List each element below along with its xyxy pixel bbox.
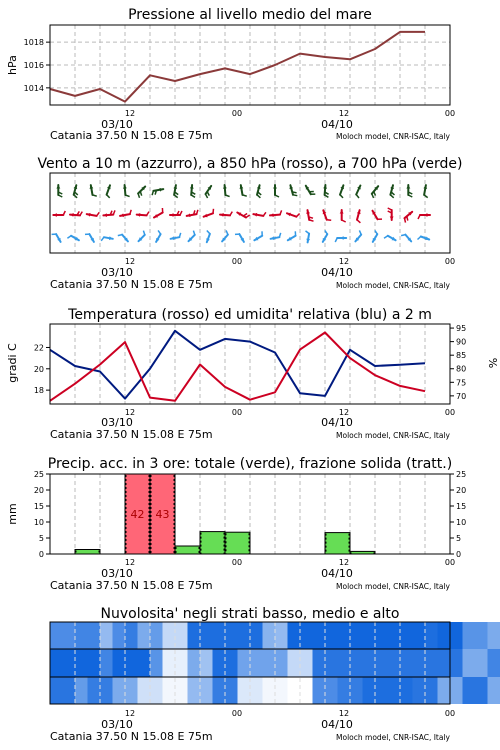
cloud-xtick: 00 (444, 709, 456, 718)
cloud-cell-basso (463, 677, 476, 704)
wind-xtick: 12 (124, 257, 136, 266)
wind-barb-850 (147, 212, 149, 216)
wind-barb-10 (335, 238, 337, 242)
cloud-cell-basso (163, 677, 176, 704)
cloud-cell-alto (225, 622, 238, 649)
humidity-line (50, 331, 425, 399)
cloud-cell-medio (325, 649, 338, 677)
wind-xaxis (50, 257, 455, 291)
pressure-date: 03/10 (101, 118, 133, 131)
wind-barb-700 (293, 195, 297, 196)
wind-barb-850 (197, 210, 198, 214)
temperature-ytick-label: 20 (33, 364, 44, 374)
precipitation-ytick-label: 5 (38, 534, 44, 543)
cloud-title: Nuvolosita' negli strati basso, medio e alto (100, 606, 400, 622)
wind-barb-10 (67, 236, 71, 238)
temperature-xtick: 00 (231, 408, 243, 417)
precipitation-ytick-right-label: 20 (456, 486, 467, 495)
cloud-cell-alto (338, 622, 351, 649)
wind-barb-850 (388, 208, 392, 210)
wind-model: Moloch model, CNR-ISAC, Italy (336, 281, 450, 290)
cloud-cell-medio (213, 649, 226, 677)
cloud-cell-basso (225, 677, 238, 704)
cloud-cell-medio (200, 649, 213, 677)
temperature-ytick-label: 22 (33, 343, 44, 353)
precipitation-bar (200, 532, 225, 554)
wind-barb-850 (296, 214, 299, 217)
precipitation-ytick-label: 0 (38, 550, 44, 559)
cloud-cell-basso (50, 677, 63, 704)
wind-barb-10 (226, 230, 228, 234)
wind-title: Vento a 10 m (azzurro), a 850 hPa (rosso), a 700 hPa (verde) (37, 156, 463, 172)
wind-barb-850 (213, 209, 214, 214)
wind-barb-700 (390, 195, 393, 198)
wind-date: 04/10 (321, 266, 353, 279)
cloud-cell-basso (375, 677, 388, 704)
humidity-ytick-label: 90 (456, 337, 467, 347)
wind-barb-10 (375, 230, 378, 234)
wind-barb-700 (292, 192, 296, 193)
cloud-cell-alto (263, 622, 276, 649)
cloud-cell-basso (238, 677, 251, 704)
cloud-cell-alto (63, 622, 76, 649)
wind-arrowhead-700 (273, 185, 277, 189)
pressure-ytick-label: 1014 (23, 83, 44, 93)
temperature-title: Temperatura (rosso) ed umidita' relativa (blu) a 2 m (68, 307, 432, 323)
cloud-cell-alto (75, 622, 88, 649)
wind-arrowhead-850 (427, 213, 431, 217)
wind-barb-850 (418, 215, 420, 219)
cloud-xtick: 12 (124, 709, 136, 718)
wind-barb-10 (401, 235, 405, 236)
cloud-cell-alto (363, 622, 376, 649)
wind-arrowhead-850 (70, 213, 74, 217)
temperature-ylabel: gradi C (6, 343, 19, 383)
wind-barb-700 (138, 194, 139, 198)
cloud-cell-medio (113, 649, 126, 677)
cloud-cell-basso (125, 677, 138, 704)
wind-barb-10 (418, 237, 421, 240)
cloud-cell-medio (163, 649, 176, 677)
cloud-cell-basso (325, 677, 338, 704)
cloud-cell-medio (150, 649, 163, 677)
wind-barb-850 (243, 214, 247, 217)
cloud-cell-basso (475, 677, 488, 704)
cloud-cell-basso (88, 677, 101, 704)
wind-barb-10 (306, 231, 310, 234)
cloud-cell-alto (275, 622, 288, 649)
cloud-cell-basso (63, 677, 76, 704)
pressure-ytick-label: 1018 (23, 38, 44, 48)
cloud-cell-basso (200, 677, 213, 704)
precipitation-date: 04/10 (321, 567, 353, 580)
cloud-cell-basso (150, 677, 163, 704)
cloud-cell-alto (50, 622, 63, 649)
wind-barb-700 (140, 191, 141, 195)
wind-barb-10 (101, 237, 104, 241)
wind-arrowhead-850 (137, 213, 141, 217)
cloud-cell-medio (450, 649, 463, 677)
cloud-cell-medio (388, 649, 401, 677)
wind-barb-700 (125, 195, 129, 197)
wind-barb-850 (97, 212, 100, 216)
pressure-xtick: 00 (444, 109, 456, 118)
wind-arrowhead-700 (223, 185, 227, 189)
cloud-cell-medio (288, 649, 301, 677)
wind-barb-700 (207, 192, 209, 196)
cloud-cell-alto (413, 622, 426, 649)
wind-barb-10 (118, 235, 122, 236)
precipitation-bar-label: 43 (155, 508, 170, 521)
precipitation-bar (175, 546, 200, 554)
wind-barb-10 (143, 231, 144, 235)
cloud-cell-basso (275, 677, 288, 704)
cloud-cell-medio (263, 649, 276, 677)
wind-panel (37, 156, 462, 291)
precipitation-xtick: 12 (124, 558, 136, 567)
wind-xtick: 00 (444, 257, 456, 266)
temperature-frame (50, 324, 450, 404)
temperature-panel (6, 307, 499, 441)
cloud-cell-basso (75, 677, 88, 704)
wind-barb-10 (325, 230, 328, 234)
precipitation-panel (6, 456, 466, 592)
pressure-yticks (24, 38, 50, 93)
wind-arrowhead-10 (343, 236, 347, 240)
wind-barbs (52, 185, 430, 242)
precipitation-ytick-right-label: 25 (456, 470, 467, 479)
precipitation-bars (75, 474, 375, 554)
cloud-cell-alto (313, 622, 326, 649)
cloud-cell-medio (363, 649, 376, 677)
cloud-cell-medio (125, 649, 138, 677)
pressure-ylabel: hPa (6, 55, 19, 75)
cloud-panel (50, 606, 500, 743)
wind-barb-700 (372, 194, 374, 198)
wind-barb-700 (257, 195, 260, 198)
wind-date: 03/10 (101, 266, 133, 279)
wind-barb-700 (107, 195, 110, 198)
precipitation-ytick-right-label: 15 (456, 502, 467, 511)
cloud-cell-basso (413, 677, 426, 704)
cloud-cell-medio (425, 649, 438, 677)
cloud-cell-alto (400, 622, 413, 649)
wind-barb-10 (158, 230, 161, 234)
cloud-cell-basso (450, 677, 463, 704)
temperature-location: Catania 37.50 N 15.08 E 75m (50, 428, 213, 441)
humidity-ytick-label: 80 (456, 364, 467, 374)
precipitation-ytick-label: 25 (33, 470, 44, 479)
precipitation-bar (325, 533, 350, 554)
cloud-xaxis (50, 709, 455, 743)
wind-barb-10 (179, 233, 180, 237)
temperature-line (50, 333, 425, 401)
cloud-cell-medio (300, 649, 313, 677)
cloud-cell-medio (63, 649, 76, 677)
pressure-xaxis (50, 109, 455, 142)
wind-barb-850 (63, 211, 65, 215)
wind-xtick: 00 (231, 257, 243, 266)
wind-xtick: 12 (338, 257, 350, 266)
temperature-series (50, 331, 425, 401)
wind-arrowhead-850 (270, 213, 274, 217)
wind-barb-10 (384, 236, 388, 238)
wind-barb-700 (191, 195, 195, 197)
cloud-cell-basso (488, 677, 500, 704)
wind-barb-850 (130, 210, 131, 214)
cloud-cell-medio (50, 649, 63, 677)
cloud-cell-alto (488, 622, 500, 649)
precipitation-ytick-right-label: 10 (456, 518, 467, 527)
wind-arrowhead-700 (190, 185, 194, 189)
cloud-cell-alto (475, 622, 488, 649)
pressure-model: Moloch model, CNR-ISAC, Italy (336, 132, 450, 141)
cloud-cell-alto (463, 622, 476, 649)
wind-barb-10 (193, 231, 194, 235)
cloud-cell-alto (300, 622, 313, 649)
cloud-cell-alto (175, 622, 188, 649)
cloud-cell-medio (475, 649, 488, 677)
wind-barb-700 (58, 195, 62, 197)
humidity-ytick-label: 85 (456, 351, 467, 361)
cloud-cell-basso (288, 677, 301, 704)
cloud-date: 04/10 (321, 718, 353, 731)
cloud-cell-medio (350, 649, 363, 677)
wind-barb-700 (356, 195, 359, 199)
temperature-date: 03/10 (101, 416, 133, 429)
cloud-cell-basso (438, 677, 451, 704)
cloud-cell-basso (175, 677, 188, 704)
temperature-ytick-label: 18 (33, 386, 44, 396)
cloud-cell-basso (400, 677, 413, 704)
cloud-cell-medio (313, 649, 326, 677)
cloud-xtick: 00 (231, 709, 243, 718)
cloud-cell-basso (250, 677, 263, 704)
pressure-xtick: 00 (231, 109, 243, 118)
wind-barb-10 (207, 231, 210, 234)
cloud-cell-basso (388, 677, 401, 704)
precipitation-title: Precip. acc. in 3 ore: totale (verde), frazione solida (tratt.) (47, 456, 453, 472)
cloud-cell-basso (300, 677, 313, 704)
cloud-cell-medio (413, 649, 426, 677)
wind-barb-700 (408, 195, 412, 197)
cloud-heatmap (50, 622, 500, 704)
cloud-cell-medio (375, 649, 388, 677)
temperature-xaxis (50, 408, 455, 441)
wind-barb-850 (405, 218, 406, 222)
wind-arrowhead-850 (170, 213, 174, 217)
wind-barb-850 (407, 216, 408, 220)
precipitation-bar-label: 42 (130, 508, 145, 521)
precipitation-xtick: 00 (231, 558, 243, 567)
cloud-cell-medio (250, 649, 263, 677)
wind-barb-10 (359, 230, 361, 234)
cloud-cell-medio (138, 649, 151, 677)
cloud-cell-basso (350, 677, 363, 704)
cloud-cell-medio (338, 649, 351, 677)
cloud-cell-alto (288, 622, 301, 649)
cloud-cell-basso (138, 677, 151, 704)
cloud-cell-basso (425, 677, 438, 704)
precipitation-model: Moloch model, CNR-ISAC, Italy (336, 582, 450, 591)
cloud-cell-basso (313, 677, 326, 704)
cloud-cell-alto (200, 622, 213, 649)
wind-barb-700 (206, 194, 208, 198)
pressure-location: Catania 37.50 N 15.08 E 75m (50, 129, 213, 142)
wind-barb-850 (280, 210, 282, 214)
wind-barb-850 (246, 215, 250, 218)
precipitation-location: Catania 37.50 N 15.08 E 75m (50, 579, 213, 592)
precipitation-xtick: 00 (444, 558, 456, 567)
humidity-ytick-label: 95 (456, 324, 467, 334)
wind-barb-850 (327, 220, 332, 221)
precipitation-date: 03/10 (101, 567, 133, 580)
wind-barb-10 (279, 233, 280, 237)
wind-arrowhead-850 (390, 217, 394, 221)
cloud-xtick: 12 (338, 709, 350, 718)
pressure-xtick: 12 (338, 109, 350, 118)
cloud-cell-medio (100, 649, 113, 677)
wind-barb-850 (180, 211, 182, 215)
wind-arrowhead-700 (323, 185, 327, 189)
temperature-xtick: 00 (444, 408, 456, 417)
wind-barb-850 (263, 212, 266, 216)
precipitation-ytick-right-label: 5 (456, 534, 462, 543)
cloud-cell-basso (113, 677, 126, 704)
cloud-cell-medio (75, 649, 88, 677)
cloud-cell-medio (400, 649, 413, 677)
cloud-cell-alto (438, 622, 451, 649)
pressure-title: Pressione al livello medio del mare (128, 7, 372, 23)
precipitation-bar (225, 532, 250, 554)
cloud-cell-alto (238, 622, 251, 649)
precipitation-ylabel: mm (6, 503, 19, 525)
wind-barb-700 (152, 191, 153, 195)
pressure-panel (6, 7, 455, 142)
cloud-cell-alto (350, 622, 363, 649)
cloud-cell-alto (425, 622, 438, 649)
wind-arrowhead-850 (220, 213, 224, 217)
precipitation-ytick-right-label: 0 (456, 550, 462, 559)
cloud-cell-alto (163, 622, 176, 649)
temperature-xtick: 12 (124, 408, 136, 417)
wind-barb-700 (225, 195, 229, 197)
humidity-ytick-label: 70 (456, 391, 467, 401)
temperature-xtick: 12 (338, 408, 350, 417)
cloud-location: Catania 37.50 N 15.08 E 75m (50, 730, 213, 743)
wind-location: Catania 37.50 N 15.08 E 75m (50, 278, 213, 291)
wind-barb-850 (230, 212, 232, 216)
wind-barb-700 (374, 192, 376, 196)
cloud-cell-alto (388, 622, 401, 649)
wind-arrowhead-850 (53, 213, 57, 217)
precipitation-bar (75, 550, 100, 555)
wind-arrowhead-850 (103, 213, 107, 217)
wind-barb-700 (243, 195, 247, 196)
cloud-cell-alto (375, 622, 388, 649)
cloud-cell-medio (438, 649, 451, 677)
cloud-cell-alto (150, 622, 163, 649)
wind-arrowhead-850 (340, 210, 344, 214)
wind-barb-850 (113, 210, 115, 214)
cloud-cell-medio (188, 649, 201, 677)
cloud-cell-alto (100, 622, 113, 649)
cloud-cell-alto (250, 622, 263, 649)
cloud-cell-basso (263, 677, 276, 704)
cloud-cell-medio (175, 649, 188, 677)
precipitation-xaxis (50, 558, 455, 592)
temperature-model: Moloch model, CNR-ISAC, Italy (336, 431, 450, 440)
cloud-cell-basso (363, 677, 376, 704)
cloud-date: 03/10 (101, 718, 133, 731)
cloud-cell-alto (450, 622, 463, 649)
cloud-cell-alto (325, 622, 338, 649)
cloud-cell-alto (113, 622, 126, 649)
precipitation-ytick-label: 20 (33, 486, 44, 495)
pressure-xtick: 12 (124, 109, 136, 118)
precipitation-ytick-label: 15 (33, 502, 44, 511)
pressure-date: 04/10 (321, 118, 353, 131)
cloud-cell-basso (188, 677, 201, 704)
cloud-cell-alto (88, 622, 101, 649)
wind-barb-700 (275, 195, 279, 197)
wind-barb-700 (340, 195, 343, 198)
wind-arrowhead-700 (406, 185, 410, 189)
cloud-cell-medio (225, 649, 238, 677)
precipitation-ytick-label: 10 (33, 518, 44, 527)
cloud-cell-medio (238, 649, 251, 677)
cloud-cell-medio (463, 649, 476, 677)
cloud-cell-alto (213, 622, 226, 649)
temperature-date: 04/10 (321, 416, 353, 429)
wind-barb-700 (93, 195, 97, 196)
wind-barb-850 (357, 220, 360, 223)
cloud-cell-medio (488, 649, 500, 677)
precipitation-xtick: 12 (338, 558, 350, 567)
cloud-cell-alto (138, 622, 151, 649)
cloud-model: Moloch model, CNR-ISAC, Italy (336, 733, 450, 742)
wind-barb-850 (309, 220, 313, 221)
humidity-ytick-label: 75 (456, 378, 467, 388)
wind-barb-850 (80, 212, 82, 216)
cloud-cell-medio (275, 649, 288, 677)
cloud-cell-basso (338, 677, 351, 704)
cloud-cell-basso (100, 677, 113, 704)
cloud-cell-medio (88, 649, 101, 677)
humidity-ylabel: % (486, 357, 499, 369)
cloud-cell-basso (213, 677, 226, 704)
pressure-ytick-label: 1016 (23, 61, 44, 70)
cloud-cell-alto (125, 622, 138, 649)
wind-barb-850 (342, 220, 346, 222)
cloud-cell-alto (188, 622, 201, 649)
wind-arrowhead-700 (56, 185, 60, 189)
wind-arrowhead-700 (123, 185, 127, 189)
